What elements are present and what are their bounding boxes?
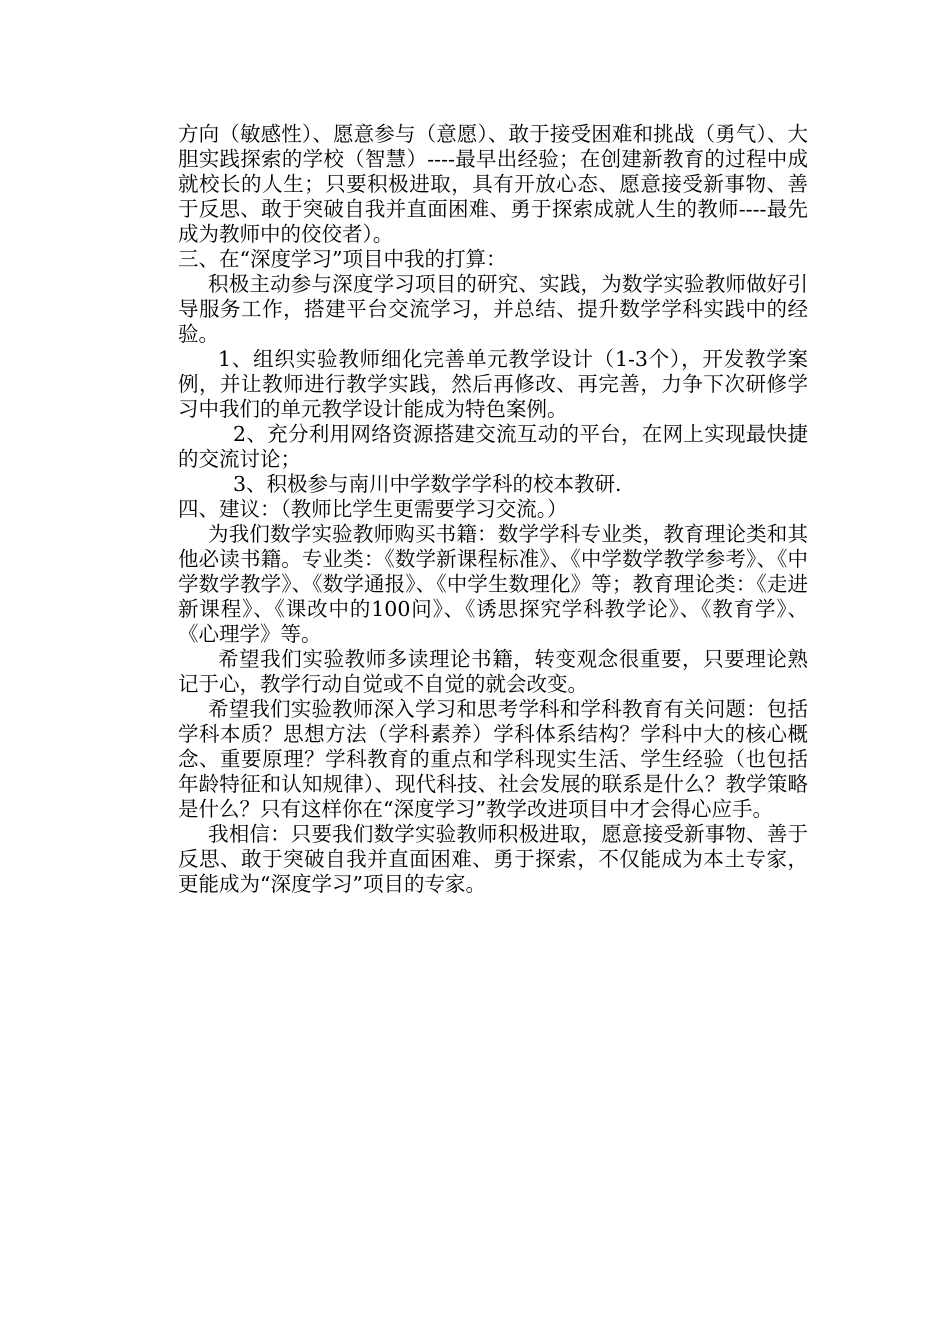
- hope-study-paragraph: 希望我们实验教师深入学习和思考学科和学科教育有关问题：包括学科本质？思想方法（学科素养）学科体系结构？学科中大的核心概念、重要原理？学科教育的重点和学科现实生活、学生经验（也包括年龄特征和认知规律）、现代科技、社会发展的联系是什么？教学策略是什么？只有这样你在“深度学习”教学改进项目中才会得心应手。: [178, 697, 808, 821]
- plan-item-1: 1、组织实验教师细化完善单元教学设计（1-3个），开发教学案例，并让教师进行教学实践，然后再修改、再完善，力争下次研修学习中我们的单元教学设计能成为特色案例。: [178, 347, 808, 421]
- plan-intro-paragraph: 积极主动参与深度学习项目的研究、实践，为数学实验教师做好引导服务工作，搭建平台交流学习，并总结、提升数学学科实践中的经验。: [178, 272, 808, 346]
- hope-theory-paragraph: 希望我们实验教师多读理论书籍，转变观念很重要，只要理论熟记于心，教学行动自觉或不自觉的就会改变。: [178, 647, 808, 696]
- belief-paragraph: 我相信：只要我们数学实验教师积极进取，愿意接受新事物、善于反思、敢于突破自我并直面困难、勇于探索，不仅能成为本土专家，更能成为“深度学习”项目的专家。: [178, 822, 808, 896]
- document-body: [178, 122, 808, 897]
- plan-item-2: 2、充分利用网络资源搭建交流互动的平台，在网上实现最快捷的交流讨论；: [178, 422, 808, 471]
- section-heading-3: 三、在“深度学习”项目中我的打算：: [178, 247, 507, 271]
- section-heading-4: 四、建议：（教师比学生更需要学习交流。）: [178, 497, 568, 521]
- books-paragraph: 为我们数学实验教师购买书籍：数学学科专业类，教育理论类和其他必读书籍。专业类：《数学新课程标准》、《中学数学教学参考》、《中学数学教学》、《数学通报》、《中学生数理化》等；教育理论类：《走进新课程》、《课改中的100问》、《诱思探究学科教学论》、《教育学》、《心理学》等。: [178, 522, 808, 646]
- plan-item-3: 3、积极参与南川中学数学学科的校本教研.: [233, 472, 622, 496]
- continued-paragraph: 方向（敏感性）、愿意参与（意愿）、敢于接受困难和挑战（勇气）、大胆实践探索的学校（智慧）----最早出经验；在创建新教育的过程中成就校长的人生；只要积极进取，具有开放心态、愿意接受新事物、善于反思、敢于突破自我并直面困难、勇于探索成就人生的教师----最先成为教师中的佼佼者）。: [178, 122, 808, 246]
